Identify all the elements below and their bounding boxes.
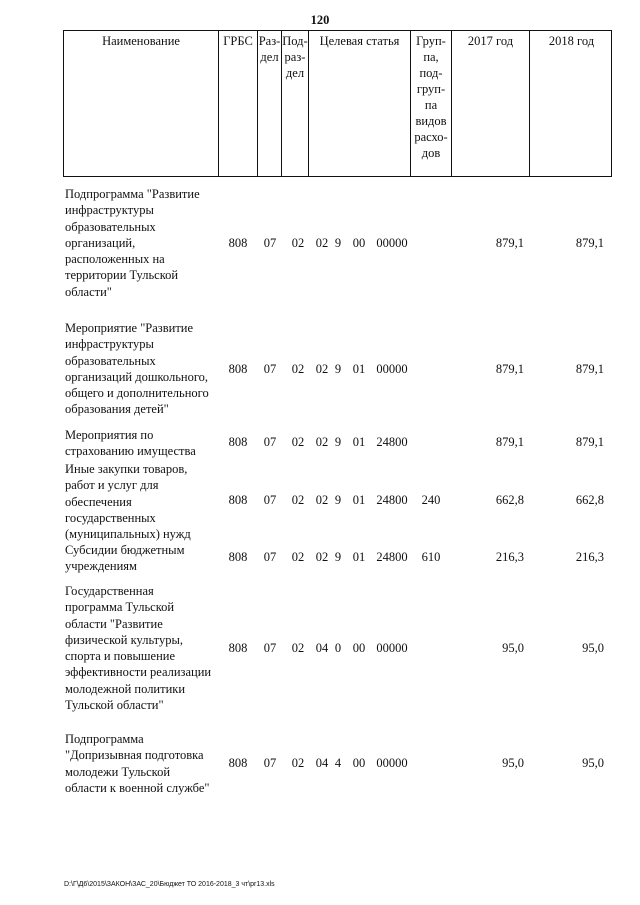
cell-target-direction: 24800: [376, 435, 408, 449]
cell-target-event: 00: [352, 756, 366, 770]
cell-target-direction: 24800: [376, 493, 408, 507]
cell-2017: 95,0: [502, 641, 524, 655]
cell-2018: 879,1: [575, 362, 604, 376]
cell-grbs: 808: [228, 641, 248, 655]
cell-2018: 879,1: [575, 435, 604, 449]
cell-2017: 95,0: [502, 756, 524, 770]
cell-name-line: инфраструктуры: [65, 337, 154, 352]
cell-razdel: 07: [263, 493, 277, 507]
cell-2017: 879,1: [495, 435, 524, 449]
table-header: [63, 30, 612, 177]
cell-name-line: области": [65, 284, 112, 299]
cell-name-line: обеспечения: [65, 494, 132, 509]
cell-name-line: страхованию имущества: [65, 444, 196, 459]
cell-target-subprogram: 9: [334, 435, 342, 449]
header-target: Целевая статья: [309, 31, 411, 176]
header-name: Наименование: [64, 31, 219, 176]
cell-podrazdel: 02: [291, 493, 305, 507]
cell-name-line: (муниципальных) нужд: [65, 527, 191, 542]
cell-target-program: 02: [315, 236, 329, 250]
cell-podrazdel: 02: [291, 362, 305, 376]
cell-target-direction: 00000: [376, 641, 408, 655]
cell-target-direction: 00000: [376, 236, 408, 250]
cell-target-event: 01: [352, 362, 366, 376]
cell-name-line: "Допризывная подготовка: [65, 748, 204, 763]
cell-2017: 662,8: [495, 493, 524, 507]
cell-2018: 95,0: [582, 641, 604, 655]
page-number: 120: [310, 13, 330, 27]
cell-name-line: организаций дошкольного,: [65, 369, 209, 384]
cell-target-subprogram: 0: [334, 641, 342, 655]
cell-name-line: расположенных на: [65, 252, 165, 267]
cell-name: [65, 731, 230, 796]
cell-name-line: Подпрограмма "Развитие: [65, 187, 200, 201]
cell-2018: 662,8: [575, 493, 604, 507]
cell-target-event: 00: [352, 236, 366, 250]
cell-target-event: 01: [352, 493, 366, 507]
cell-name-line: Мероприятия по: [65, 428, 154, 442]
cell-podrazdel: 02: [291, 550, 305, 564]
cell-name-line: области "Развитие: [65, 616, 163, 631]
header-podrazdel: Под- раз- дел: [282, 31, 309, 176]
cell-grbs: 808: [228, 362, 248, 376]
cell-name-line: общего и дополнительного: [65, 386, 209, 401]
cell-2017: 216,3: [495, 550, 524, 564]
cell-name-line: инфраструктуры: [65, 203, 154, 218]
cell-name: [65, 320, 230, 418]
cell-name-line: спорта и повышение: [65, 649, 176, 664]
cell-2017: 879,1: [495, 362, 524, 376]
cell-razdel: 07: [263, 756, 277, 770]
cell-target-subprogram: 9: [334, 236, 342, 250]
cell-grbs: 808: [228, 493, 248, 507]
cell-name-line: молодежи Тульской: [65, 764, 171, 779]
cell-2017: 879,1: [495, 236, 524, 250]
cell-target-program: 02: [315, 493, 329, 507]
cell-grbs: 808: [228, 756, 248, 770]
cell-target-event: 00: [352, 641, 366, 655]
cell-podrazdel: 02: [291, 435, 305, 449]
cell-target-subprogram: 4: [334, 756, 342, 770]
cell-target-event: 01: [352, 435, 366, 449]
cell-name-line: Мероприятие "Развитие: [65, 321, 194, 335]
cell-target-program: 02: [315, 362, 329, 376]
cell-razdel: 07: [263, 641, 277, 655]
cell-name-line: Иные закупки товаров,: [65, 462, 188, 476]
cell-target-direction: 00000: [376, 362, 408, 376]
cell-name-line: Подпрограмма: [65, 732, 144, 746]
cell-name-line: образования детей": [65, 402, 169, 417]
cell-2018: 879,1: [575, 236, 604, 250]
cell-name-line: программа Тульской: [65, 600, 175, 615]
header-2018: 2018 год: [548, 34, 595, 48]
header-grbs: ГРБС: [219, 31, 258, 176]
cell-name-line: Субсидии бюджетным: [65, 543, 185, 557]
cell-name-line: организаций,: [65, 235, 136, 250]
cell-name-line: образовательных: [65, 219, 156, 234]
cell-group: 240: [421, 493, 441, 507]
cell-name-line: государственных: [65, 510, 156, 525]
header-2017: 2017 год: [452, 31, 530, 176]
cell-target-subprogram: 9: [334, 362, 342, 376]
cell-name-line: молодежной политики: [65, 681, 186, 696]
cell-name-line: учреждениям: [65, 559, 137, 574]
cell-target-subprogram: 9: [334, 550, 342, 564]
header-group: Груп- па, под- груп- па видов расхо- дов: [411, 31, 452, 176]
cell-razdel: 07: [263, 550, 277, 564]
cell-name: [65, 542, 230, 575]
cell-target-program: 02: [315, 550, 329, 564]
cell-name: [65, 186, 230, 300]
cell-razdel: 07: [263, 435, 277, 449]
cell-name-line: территории Тульской: [65, 268, 179, 283]
cell-razdel: 07: [263, 236, 277, 250]
cell-name-line: эффективности реализации: [65, 665, 212, 680]
cell-target-program: 02: [315, 435, 329, 449]
cell-target-subprogram: 9: [334, 493, 342, 507]
cell-grbs: 808: [228, 236, 248, 250]
cell-grbs: 808: [228, 550, 248, 564]
cell-name-line: физической культуры,: [65, 632, 183, 647]
cell-2018: 95,0: [582, 756, 604, 770]
cell-target-event: 01: [352, 550, 366, 564]
cell-name-line: Тульской области": [65, 698, 164, 713]
cell-name-line: области к военной службе": [65, 780, 210, 795]
cell-podrazdel: 02: [291, 236, 305, 250]
cell-name: [65, 583, 230, 713]
cell-name: [65, 427, 230, 460]
cell-grbs: 808: [228, 435, 248, 449]
cell-razdel: 07: [263, 362, 277, 376]
cell-target-direction: 00000: [376, 756, 408, 770]
cell-name-line: Государственная: [65, 584, 154, 598]
cell-2018: 216,3: [575, 550, 604, 564]
cell-podrazdel: 02: [291, 641, 305, 655]
cell-name-line: образовательных: [65, 353, 156, 368]
cell-name-line: работ и услуг для: [65, 478, 159, 493]
cell-name: [65, 461, 230, 542]
header-razdel: Раз- дел: [258, 31, 282, 176]
cell-podrazdel: 02: [291, 756, 305, 770]
cell-target-direction: 24800: [376, 550, 408, 564]
footer-file-path: D:\Г\Д6\2015\ЗАКОН\ЗАС_20\Бюджет ТО 2016-2018_3 чт\pr13.xls: [64, 881, 275, 888]
cell-target-program: 04: [315, 756, 329, 770]
cell-target-program: 04: [315, 641, 329, 655]
cell-group: 610: [421, 550, 441, 564]
